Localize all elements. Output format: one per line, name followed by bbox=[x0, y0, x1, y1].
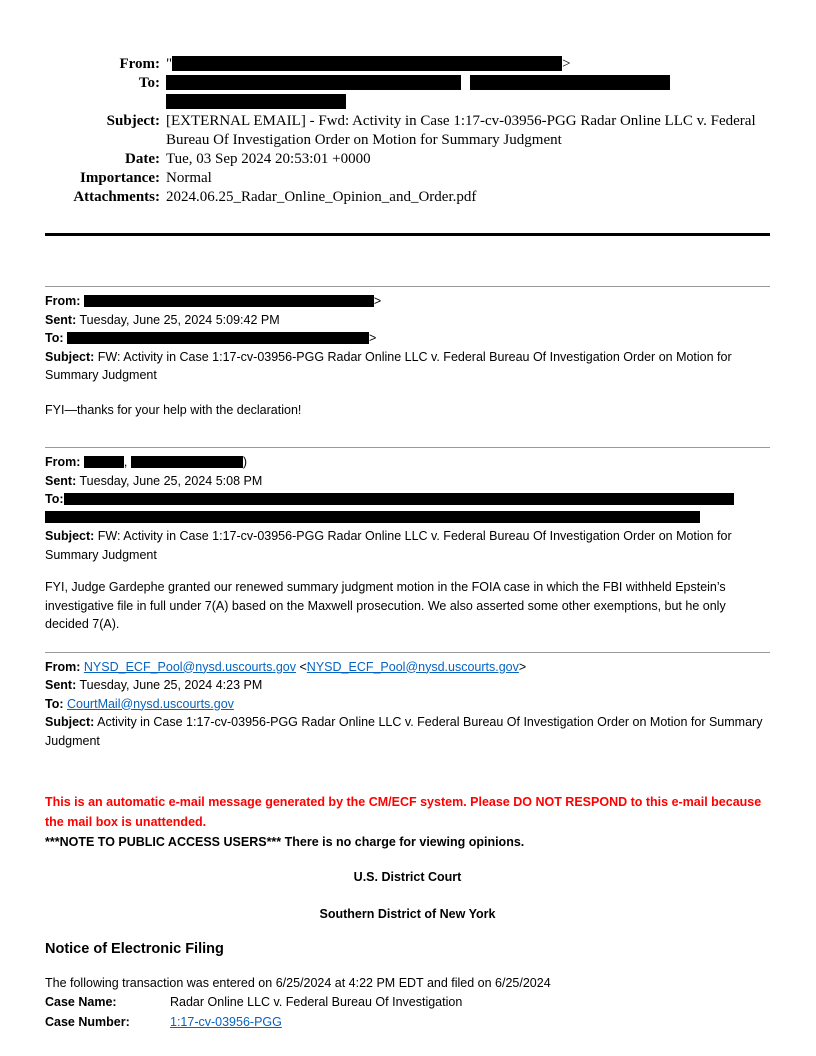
to-label: To: bbox=[45, 331, 64, 345]
case-name-row bbox=[45, 993, 770, 1013]
from-line bbox=[45, 453, 770, 472]
to-line bbox=[45, 695, 770, 714]
sent-line bbox=[45, 676, 770, 695]
header-subject-row bbox=[45, 112, 770, 150]
notice-of-electronic-filing-heading: Notice of Electronic Filing bbox=[45, 941, 224, 957]
to-angle: > bbox=[369, 331, 377, 345]
court-name: U.S. District Court bbox=[353, 870, 462, 884]
from-label: From: bbox=[119, 56, 160, 72]
to-label: To: bbox=[45, 696, 64, 711]
redaction-bar bbox=[131, 456, 243, 468]
redaction-bar bbox=[84, 456, 124, 468]
from-angle: > bbox=[373, 294, 382, 308]
date-label: Date: bbox=[125, 151, 160, 167]
header-divider bbox=[45, 233, 770, 236]
subject-value: [EXTERNAL EMAIL] - Fwd: Activity in Case 1:17-cv-03956-PGG Radar Online LLC v. Federal Bureau Of Investigation Order on Motion for Summary Judgment bbox=[166, 113, 756, 148]
to-value bbox=[166, 74, 762, 112]
email-header bbox=[45, 55, 770, 207]
subject-line bbox=[45, 527, 770, 564]
sent-value: Tuesday, June 25, 2024 4:23 PM bbox=[79, 678, 263, 692]
case-name-label: Case Name: bbox=[45, 995, 117, 1009]
district-name: Southern District of New York bbox=[319, 906, 496, 921]
from-label: From: bbox=[45, 659, 81, 674]
subject-value: Activity in Case 1:17-cv-03956-PGG Radar Online LLC v. Federal Bureau Of Investigation Order on Motion for Summary Judgment bbox=[45, 715, 763, 748]
redaction-bar bbox=[84, 295, 374, 307]
to-line bbox=[45, 329, 770, 348]
email-body bbox=[45, 286, 770, 1032]
redaction-bar bbox=[172, 56, 562, 71]
from-email-link-2[interactable]: NYSD_ECF_Pool@nysd.uscourts.gov bbox=[306, 659, 519, 674]
sent-label: Sent: bbox=[45, 678, 77, 692]
header-date-row bbox=[45, 150, 770, 169]
redaction-bar bbox=[166, 94, 346, 109]
header-importance-row bbox=[45, 169, 770, 188]
redaction-bar bbox=[67, 332, 369, 344]
redaction-bar bbox=[64, 493, 734, 505]
forwarded-message-3 bbox=[45, 653, 770, 751]
header-from-row bbox=[45, 55, 770, 74]
to-redaction-line-2 bbox=[166, 93, 762, 112]
redaction-bar bbox=[166, 75, 461, 90]
importance-label: Importance: bbox=[80, 170, 160, 186]
to-redaction-line-1 bbox=[166, 74, 762, 93]
sent-line bbox=[45, 472, 770, 491]
to-label: To: bbox=[138, 75, 160, 91]
to-line bbox=[45, 490, 770, 509]
transaction-line: The following transaction was entered on 6/25/2024 at 4:22 PM EDT and filed on 6/25/2024 bbox=[45, 975, 551, 990]
subject-line bbox=[45, 713, 770, 750]
from-label: From: bbox=[45, 455, 81, 469]
message-body-text: FYI—thanks for your help with the declaration! bbox=[45, 402, 302, 417]
subject-value: FW: Activity in Case 1:17-cv-03956-PGG Radar Online LLC v. Federal Bureau Of Investigation Order on Motion for Summary Judgment bbox=[45, 529, 732, 562]
subject-label: Subject: bbox=[45, 529, 95, 543]
sent-value: Tuesday, June 25, 2024 5:09:42 PM bbox=[79, 312, 280, 327]
subject-value: FW: Activity in Case 1:17-cv-03956-PGG Radar Online LLC v. Federal Bureau Of Investigation Order on Motion for Summary Judgment bbox=[45, 349, 732, 382]
forwarded-message-1 bbox=[45, 287, 770, 419]
header-to-row bbox=[45, 74, 770, 112]
subject-label: Subject: bbox=[45, 349, 95, 364]
sent-line bbox=[45, 311, 770, 330]
redaction-bar bbox=[470, 75, 670, 90]
case-number-row bbox=[45, 1013, 770, 1033]
message-body-text: FYI, Judge Gardephe granted our renewed summary judgment motion in the FOIA case in which the FBI withheld Epstein’s investigative file in full under 7(A) based on the Maxwell prosecution. We also asserted some other exemptions, but he only decided 7(A). bbox=[45, 580, 726, 631]
from-separator: , bbox=[123, 455, 128, 469]
sent-label: Sent: bbox=[45, 473, 77, 488]
attachments-label: Attachments: bbox=[73, 189, 160, 205]
angle-close: > bbox=[518, 659, 527, 674]
to-redaction-line-2 bbox=[45, 509, 770, 528]
subject-line bbox=[45, 348, 770, 385]
from-value bbox=[166, 55, 762, 74]
redaction-bar bbox=[45, 511, 700, 523]
header-attachments-row bbox=[45, 188, 770, 207]
from-paren: ) bbox=[242, 455, 248, 469]
angle-open: < bbox=[299, 659, 307, 674]
from-line bbox=[45, 292, 770, 311]
subject-label: Subject: bbox=[45, 715, 95, 729]
cmecf-auto-message: This is an automatic e-mail message generated by the CM/ECF system. Please DO NOT RESPOND to this e-mail because the mail box is unattended. bbox=[45, 795, 762, 829]
from-label: From: bbox=[45, 294, 81, 308]
sent-value: Tuesday, June 25, 2024 5:08 PM bbox=[79, 473, 263, 488]
sent-label: Sent: bbox=[45, 312, 77, 327]
to-email-link[interactable]: CourtMail@nysd.uscourts.gov bbox=[67, 696, 234, 711]
case-name-value: Radar Online LLC v. Federal Bureau Of Investigation bbox=[170, 995, 463, 1009]
from-angle: > bbox=[562, 56, 571, 72]
case-number-label: Case Number: bbox=[45, 1014, 130, 1029]
case-details bbox=[45, 993, 770, 1032]
case-number-link[interactable]: 1:17-cv-03956-PGG bbox=[170, 1014, 282, 1029]
date-value: Tue, 03 Sep 2024 20:53:01 +0000 bbox=[166, 151, 371, 167]
from-email-link[interactable]: NYSD_ECF_Pool@nysd.uscourts.gov bbox=[83, 659, 296, 674]
from-quote: " bbox=[166, 56, 173, 72]
importance-value: Normal bbox=[166, 170, 212, 186]
forwarded-message-2 bbox=[45, 448, 770, 634]
attachment-filename: 2024.06.25_Radar_Online_Opinion_and_Order.pdf bbox=[166, 189, 477, 205]
subject-label: Subject: bbox=[106, 113, 160, 129]
public-access-note: ***NOTE TO PUBLIC ACCESS USERS*** There is no charge for viewing opinions. bbox=[45, 835, 525, 849]
from-line bbox=[45, 658, 770, 677]
to-label: To: bbox=[45, 492, 64, 506]
